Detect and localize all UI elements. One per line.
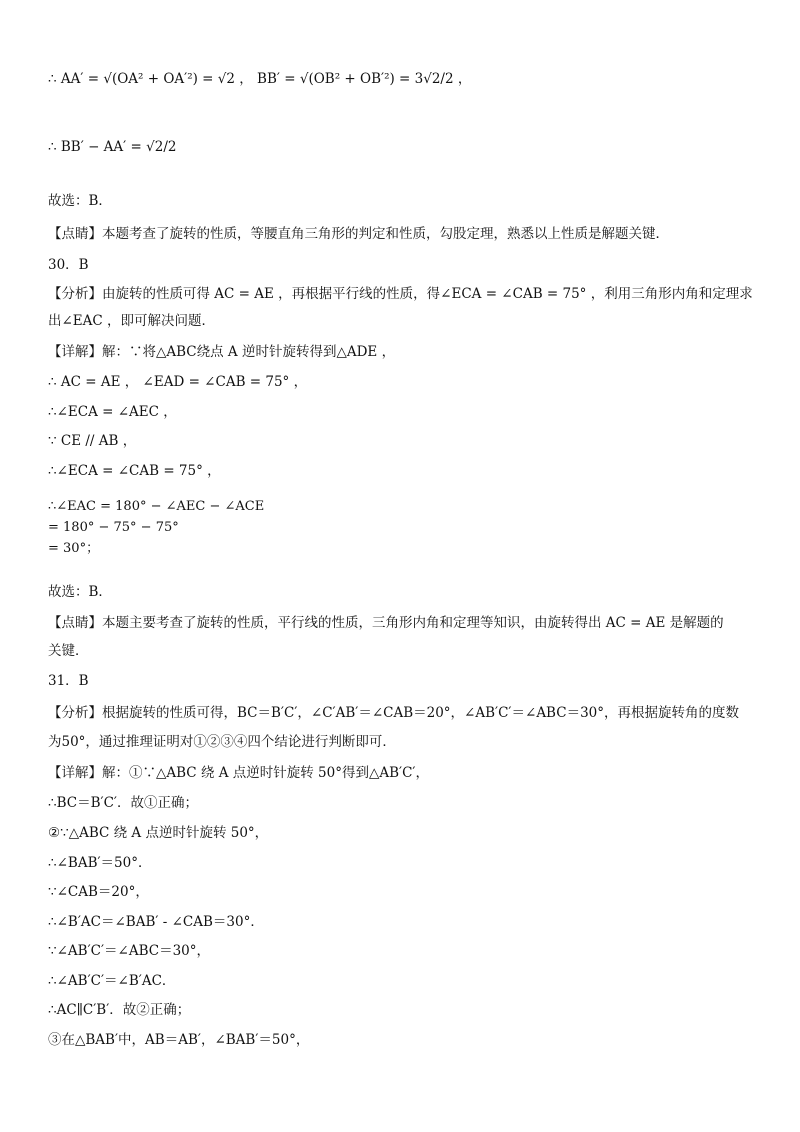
text-line-26: ∵∠CAB＝20°， [48,884,149,900]
text-line-28: ∵∠AB′C′＝∠ABC＝30°， [48,943,211,959]
text-line-25: ∴∠BAB′＝50°． [48,855,152,871]
text-line-27: ∴∠B′AC＝∠BAB′ - ∠CAB＝30°． [48,914,264,930]
text-line-31: ③在△BAB′中，AB＝AB′，∠BAB′＝50°， [48,1032,310,1048]
text-line-23: ∴BC＝B′C′．故①正确； [48,795,198,811]
text-line-22: 【详解】解：①∵△ABC 绕 A 点逆时针旋转 50°得到△AB′C′， [48,765,429,781]
text-line-15: = 30°； [48,541,100,556]
text-line-4: 【点睛】本题考查了旋转的性质，等腰直角三角形的判定和性质，勾股定理，熟悉以上性质是解题关键． [48,226,669,242]
text-line-1: ∴ AA′ = √(OA² + OA′²) = √2 ， BB′ = √(OB² + OB′²) = 3√2/2 ， [48,71,472,87]
text-line-5: 30．B [48,257,89,273]
text-line-21: 为50°，通过推理证明对①②③④四个结论进行判断即可． [48,734,396,750]
text-line-9: ∴ AC = AE ， ∠EAD = ∠CAB = 75° ， [48,374,308,390]
text-line-19: 31．B [48,673,89,689]
text-line-20: 【分析】根据旋转的性质可得，BC＝B′C′，∠C′AB′＝∠CAB＝20°，∠AB′C′＝∠ABC＝30°，再根据旋转角的度数 [48,705,739,721]
text-line-3: 故选：B． [48,193,112,209]
text-line-8: 【详解】解：∵将△ABC绕点 A 逆时针旋转得到△ADE ， [48,344,396,360]
text-line-11: ∵ CE // AB ， [48,433,137,449]
text-line-7: 出∠EAC ，即可解决问题． [48,313,216,329]
text-line-30: ∴AC∥C′B′．故②正确； [48,1002,191,1018]
text-line-6: 【分析】由旋转的性质可得 AC = AE ，再根据平行线的性质，得∠ECA = ∠CAB = 75° ，利用三角形内角和定理求 [48,286,753,302]
text-line-16: 故选：B． [48,584,112,600]
text-line-14: = 180° − 75° − 75° [48,520,179,535]
text-line-18: 关键． [48,643,89,659]
text-line-12: ∴∠ECA = ∠CAB = 75° ， [48,463,221,479]
text-line-2: ∴ BB′ − AA′ = √2/2 [48,139,177,155]
text-line-17: 【点睛】本题主要考查了旋转的性质，平行线的性质，三角形内角和定理等知识，由旋转得出 AC = AE 是解题的 [48,615,724,631]
text-line-24: ②∵△ABC 绕 A 点逆时针旋转 50°， [48,825,269,841]
text-line-10: ∴∠ECA = ∠AEC ， [48,404,177,420]
text-line-29: ∴∠AB′C′＝∠B′AC． [48,973,176,989]
text-line-13: ∴∠EAC = 180° − ∠AEC − ∠ACE [48,499,265,514]
